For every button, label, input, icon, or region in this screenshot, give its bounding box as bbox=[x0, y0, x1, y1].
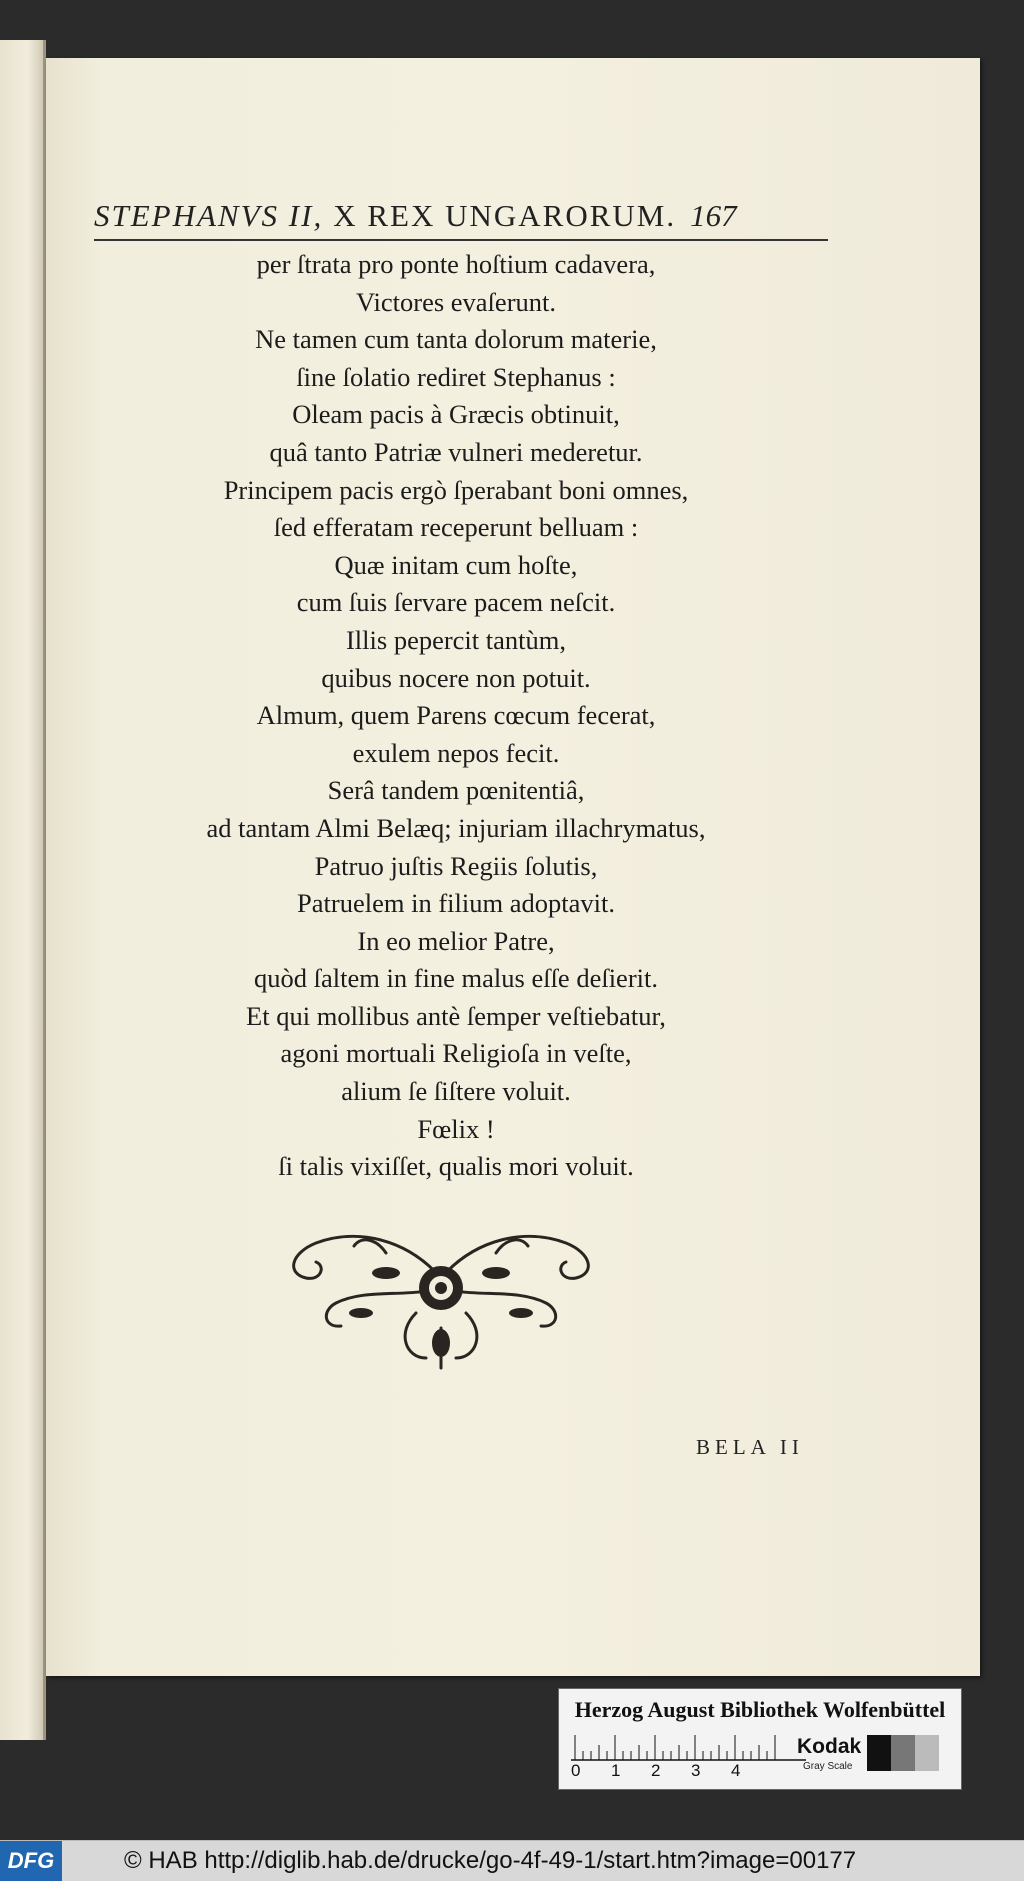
poem-line: Patruelem in filium adoptavit. bbox=[297, 888, 615, 919]
poem-line: Almum, quem Parens cœcum fecerat, bbox=[256, 700, 656, 731]
poem-line: ad tantam Almi Belæq; injuriam illachrymatus, bbox=[206, 812, 706, 843]
running-title-caps: X REX UNGARORUM. bbox=[333, 198, 677, 233]
poem-text bbox=[106, 246, 806, 1186]
poem-line: cum ſuis ſervare pacem neſcit. bbox=[296, 587, 616, 618]
poem-line: Fœlix ! bbox=[417, 1113, 495, 1144]
ruler-number: 1 bbox=[611, 1761, 621, 1780]
book-page bbox=[46, 58, 980, 1676]
dfg-logo: DFG bbox=[0, 1841, 62, 1881]
poem-line: quòd ſaltem in fine malus eſſe deſierit. bbox=[253, 963, 658, 994]
ruler-icon bbox=[571, 1731, 806, 1761]
catchword: BELA II bbox=[696, 1435, 804, 1459]
library-name: Herzog August Bibliothek Wolfenbüttel bbox=[574, 1697, 946, 1722]
poem-line: ſine ſolatio rediret Stephanus : bbox=[296, 361, 616, 392]
color-scale-card bbox=[558, 1688, 962, 1790]
facing-page-edge bbox=[0, 40, 46, 1740]
poem-line: Illis pepercit tantùm, bbox=[345, 624, 567, 655]
ruler-number: 2 bbox=[651, 1761, 661, 1780]
poem-line: ſi talis vixiſſet, qualis mori voluit. bbox=[278, 1151, 634, 1182]
poem-line: Oleam pacis à Græcis obtinuit, bbox=[292, 399, 620, 430]
poem-line: Serâ tandem pœnitentiâ, bbox=[327, 775, 585, 806]
poem-line: Et qui mollibus antè ſemper veſtiebatur, bbox=[246, 1000, 666, 1031]
gray-scale-patches bbox=[867, 1735, 939, 1771]
gray-scale-label: Gray Scale bbox=[803, 1761, 853, 1772]
ruler-number: 3 bbox=[691, 1761, 701, 1780]
running-header bbox=[94, 198, 874, 234]
poem-line: Victores evaſerunt. bbox=[355, 286, 557, 317]
poem-line: per ſtrata pro ponte hoſtium cadavera, bbox=[256, 249, 656, 279]
copyright-link[interactable]: © HAB http://diglib.hab.de/drucke/go-4f-49-1/start.htm?image=00177 bbox=[124, 1847, 857, 1874]
ruler-number: 0 bbox=[571, 1761, 581, 1780]
header-rule bbox=[94, 239, 828, 241]
poem-line: exulem nepos fecit. bbox=[352, 737, 560, 768]
poem-line: In eo melior Patre, bbox=[357, 925, 555, 956]
footer-bar bbox=[0, 1840, 1024, 1881]
running-title-italic: STEPHANVS II, bbox=[94, 198, 324, 233]
poem-line: agoni mortuali Religioſa in veſte, bbox=[280, 1038, 632, 1069]
ruler-numbers bbox=[571, 1761, 806, 1783]
poem-line: Principem pacis ergò ſperabant boni omnes, bbox=[223, 474, 689, 505]
floral-ornament-icon bbox=[266, 1218, 616, 1378]
kodak-brand: Kodak bbox=[797, 1735, 862, 1758]
poem-line: quâ tanto Patriæ vulneri mederetur. bbox=[269, 436, 643, 467]
poem-line: ſed efferatam receperunt belluam : bbox=[273, 512, 639, 543]
page-number: 167 bbox=[690, 198, 737, 233]
poem-line: Quæ initam cum hoſte, bbox=[334, 549, 578, 580]
ruler-number: 4 bbox=[731, 1761, 741, 1780]
poem-line: Ne tamen cum tanta dolorum materie, bbox=[255, 324, 657, 355]
poem-line: quibus nocere non potuit. bbox=[321, 662, 591, 693]
poem-line: Patruo juſtis Regiis ſolutis, bbox=[314, 850, 598, 881]
poem-line: alium ſe ſiſtere voluit. bbox=[341, 1076, 571, 1107]
